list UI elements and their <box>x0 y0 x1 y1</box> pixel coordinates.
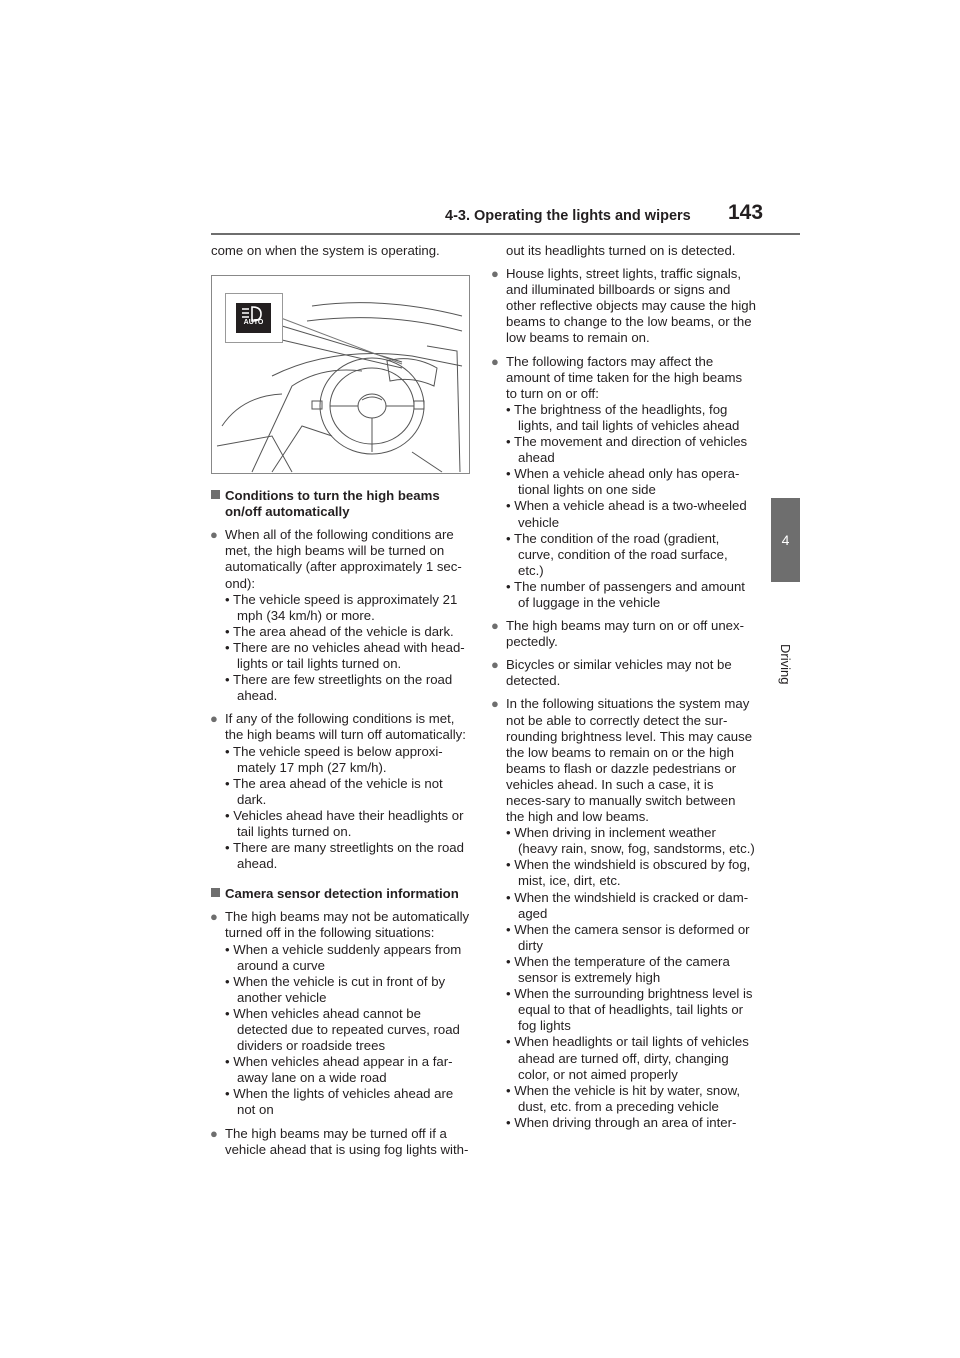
bullet-paragraph: ● When all of the following conditions are met, the high beams will be turned on automatically (after approximately 1 sec-ond): • The vehicle speed is approximately 21 mph (34 km/h) or more. • The area ahead of the vehicle is dark. • There are no vehicles ahead with head-lights or tail lights turned on. • There are few streetlights on the road ahead. <box>225 527 470 704</box>
right-column <box>492 243 756 1138</box>
bullet-paragraph: ● House lights, street lights, traffic signals, and illuminated billboards or signs and other reflective objects may cause the high beams to change to the low beams, or the low beams to remain on. <box>491 266 756 346</box>
list-item: • When the camera sensor is deformed or dirty <box>506 921 750 953</box>
list-item: • When driving through an area of inter- <box>506 1114 737 1130</box>
list-item: • When the vehicle is hit by water, snow, dust, etc. from a preceding vehicle <box>506 1082 741 1114</box>
auto-label: AUTO <box>243 319 264 326</box>
bullet-dot-icon: ● <box>491 657 499 673</box>
list-item: • The area ahead of the vehicle is not dark. <box>225 775 443 807</box>
list-item: • When vehicles ahead cannot be detected due to repeated curves, road dividers or roadside trees <box>225 1005 460 1054</box>
page-number: 143 <box>728 201 764 224</box>
list-item: • The number of passengers and amount of luggage in the vehicle <box>506 578 745 610</box>
list-item: • When a vehicle ahead only has opera-tional lights on one side <box>506 466 740 498</box>
continued-text: out its headlights turned on is detected. <box>506 243 736 258</box>
list-item: • When the windshield is obscured by fog, mist, ice, dirt, etc. <box>506 857 751 889</box>
heading-camera-sensor: Camera sensor detection information <box>225 886 470 902</box>
bullet-paragraph: ● The following factors may affect the amount of time taken for the high beams to turn on or off: • The brightness of the headlights, fog lights, and tail lights of vehicles ahead • The movement and direction of vehicles ahead • When a vehicle ahead only has opera-tional lights on one side • When a vehicle ahead is a two-wheeled vehicle • The condition of the road (gradient, curve, condition of the road surface, etc.) • The number of passengers and amount of luggage in the vehicle <box>506 354 756 612</box>
bullet-dot-icon: ● <box>210 1125 218 1141</box>
list-item: • Vehicles ahead have their headlights or tail lights turned on. <box>225 807 464 839</box>
list-item: • The movement and direction of vehicles ahead <box>506 434 748 466</box>
bullet-dot-icon: ● <box>491 696 499 712</box>
bullet-paragraph: ● The high beams may turn on or off unex-pectedly. <box>491 618 744 650</box>
bullet-dot-icon: ● <box>210 711 218 727</box>
heading-conditions: Conditions to turn the high beams on/off automatically <box>225 488 470 520</box>
bullet-paragraph: ● The high beams may not be automatically turned off in the following situations: • When a vehicle suddenly appears from around a curve • When the vehicle is cut in front of by another vehicle • When vehicles ahead cannot be detected due to repeated curves, road dividers or roadside trees • When vehicles ahead appear in a far-away lane on a wide road • When the lights of vehicles ahead are not on <box>210 909 470 1118</box>
list-item: • When vehicles ahead appear in a far-away lane on a wide road <box>225 1054 453 1086</box>
intro-text: come on when the system is operating. <box>211 243 440 258</box>
chapter-label: Driving <box>778 644 793 685</box>
header-rule <box>211 233 800 235</box>
bullet-dot-icon: ● <box>210 527 218 543</box>
bullet-paragraph: ● The high beams may be turned off if a vehicle ahead that is using fog lights with- <box>210 1125 469 1157</box>
bullet-paragraph: ● Bicycles or similar vehicles may not be detected. <box>491 657 732 689</box>
list-item: • When driving in inclement weather (heavy rain, snow, fog, sandstorms, etc.) <box>506 825 755 857</box>
list-item: • The vehicle speed is below approxi-mately 17 mph (27 km/h). <box>225 743 443 775</box>
list-item: • There are many streetlights on the road ahead. <box>225 840 464 872</box>
list-item: • When a vehicle ahead is a two-wheeled vehicle <box>506 498 747 530</box>
section-title: 4-3. Operating the lights and wipers <box>445 208 691 224</box>
square-bullet-icon <box>211 490 220 499</box>
bullet-dot-icon: ● <box>491 353 499 369</box>
auto-high-beam-indicator <box>225 293 283 343</box>
list-item: • When the vehicle is cut in front of by another vehicle <box>225 973 446 1005</box>
list-item: • When headlights or tail lights of vehicles ahead are turned off, dirty, changing color, or not aimed properly <box>506 1034 749 1082</box>
list-item: • When the windshield is cracked or dam-aged <box>506 889 749 921</box>
bullet-dot-icon: ● <box>491 266 499 282</box>
auto-high-beam-icon <box>236 303 271 333</box>
left-column <box>211 243 470 1165</box>
list-item: • The vehicle speed is approximately 21 mph (34 km/h) or more. <box>225 591 458 623</box>
list-item: • The area ahead of the vehicle is dark. <box>225 623 454 639</box>
list-item: • When the temperature of the camera sensor is extremely high <box>506 953 730 986</box>
list-item: • The brightness of the headlights, fog lights, and tail lights of vehicles ahead <box>506 401 740 433</box>
bullet-dot-icon: ● <box>210 909 218 925</box>
chapter-tab[interactable]: 4 <box>771 498 800 582</box>
dashboard-illustration <box>211 275 470 474</box>
bullet-paragraph: ● If any of the following conditions is met, the high beams will turn off automatically: • The vehicle speed is below approxi-mately 17 mph (27 km/h). • The area ahead of the vehicle is not dark. • Vehicles ahead have their headlights or tail lights turned on. • There are many streetlights on the road ahead. <box>225 711 470 872</box>
list-item: • When the lights of vehicles ahead are not on <box>225 1086 454 1118</box>
list-item: • There are no vehicles ahead with head-lights or tail lights turned on. <box>225 639 465 672</box>
bullet-paragraph: ● In the following situations the system may not be able to correctly detect the sur-rounding brightness level. This may cause the low beams to remain on or the high beams to flash or dazzle pedestrians or vehicles ahead. In such a case, it is neces-sary to manually switch between the high and low beams. • When driving in inclement weather (heavy rain, snow, fog, sandstorms, etc.) • When the windshield is obscured by fog, mist, ice, dirt, etc. • When the windshield is cracked or dam-aged • When the camera sensor is deformed or dirty • When the temperature of the camera sensor is extremely high • When the surrounding brightness level is equal to that of headlights, tail lights or fog lights • When headlights or tail lights of vehicles ahead are turned off, dirty, changing color, or not aimed properly • When the vehicle is hit by water, snow, dust, etc. from a preceding vehicle • When driving through an area of inter- <box>491 696 755 1130</box>
list-item: • The condition of the road (gradient, curve, condition of the road surface, etc.) <box>506 530 728 578</box>
bullet-dot-icon: ● <box>491 618 499 634</box>
list-item: • There are few streetlights on the road ahead. <box>225 672 453 704</box>
square-bullet-icon <box>211 888 220 897</box>
list-item: • When a vehicle suddenly appears from around a curve <box>225 941 462 973</box>
list-item: • When the surrounding brightness level is equal to that of headlights, tail lights or fog lights <box>506 986 753 1034</box>
